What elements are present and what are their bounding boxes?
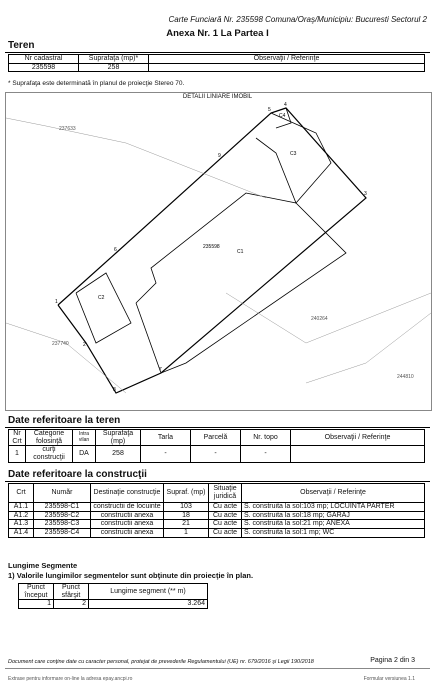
point-5: 5	[268, 107, 271, 113]
dc-numar: 235598-C3	[34, 520, 91, 529]
c3-outline	[256, 113, 331, 203]
plan-drawing	[6, 93, 431, 410]
dc-numar: 235598-C1	[34, 503, 91, 512]
dc-header-suprafata: Supraf. (mp)	[164, 484, 209, 503]
lg-inceput: 1	[19, 600, 54, 609]
footer-version: Formular versiunea 1.1	[363, 676, 415, 682]
dc-situatie: Cu acte	[209, 511, 242, 520]
footer-extras-link[interactable]: Extrase pentru informare on-line la adresa epay.ancpi.ro	[8, 676, 133, 682]
dt-header-tarla: Tarla	[141, 430, 191, 446]
dt-observatii	[291, 446, 425, 462]
dc-suprafata: 103	[164, 503, 209, 512]
dt-intravilan: DA	[73, 446, 96, 462]
c1-label: C1	[237, 249, 244, 255]
neighbor-label-1: 237633	[59, 126, 76, 132]
lg-header-lungime: Lungime segment (** m)	[89, 584, 208, 600]
c3-label: C3	[290, 151, 297, 157]
dc-suprafata: 18	[164, 511, 209, 520]
dt-header-nr: Nr Crt	[9, 430, 26, 446]
parcel-outline	[58, 108, 366, 393]
date-constructii-title: Date referitoare la construcţii	[8, 469, 147, 480]
dc-numar: 235598-C4	[34, 529, 91, 538]
date-teren-rule	[5, 427, 430, 428]
dc-suprafata: 21	[164, 520, 209, 529]
point-4: 4	[284, 102, 287, 108]
dt-header-observatii: Observaţii / Referinţe	[291, 430, 425, 446]
dc-observatii: S. construita la sol:103 mp; LOCUINTA PARTER	[242, 503, 425, 512]
point-2: 2	[83, 342, 86, 348]
table-row	[9, 503, 425, 512]
neighbor-label-4: 244810	[397, 374, 414, 380]
plan-title: DETALII LINIARE IMOBIL	[182, 94, 253, 100]
dt-categorie: curţi construcţii	[26, 446, 73, 462]
teren-rule	[5, 52, 430, 53]
carte-funciara-header: Carte Funciară Nr. 235598 Comuna/Oraş/Municipiu: Bucuresti Sectorul 2	[168, 15, 427, 24]
c2-outline	[76, 273, 131, 343]
lg-header-sfarsit: Punct sfârşit	[54, 584, 89, 600]
teren-cadastral: 235598	[9, 63, 79, 72]
teren-note: * Suprafaţa este determinată în planul de proiecţie Stereo 70.	[8, 80, 185, 87]
dt-header-suprafata: Suprafaţa (mp)	[96, 430, 141, 446]
teren-header-observatii: Observaţii / Referinţe	[149, 55, 425, 64]
point-3: 3	[364, 191, 367, 197]
dc-suprafata: 1	[164, 529, 209, 538]
dt-header-nrtopo: Nr. topo	[241, 430, 291, 446]
dc-header-situatie: Situaţie juridică	[209, 484, 242, 503]
dt-nrtopo: -	[241, 446, 291, 462]
dc-crt: A1.4	[9, 529, 34, 538]
table-row	[9, 520, 425, 529]
dc-observatii: S. construita la sol:18 mp; GARAJ	[242, 511, 425, 520]
dc-destinatie: constructii de locuinte	[91, 503, 164, 512]
lg-header-inceput: Punct început	[19, 584, 54, 600]
point-9: 9	[218, 153, 221, 159]
lg-lungime: 3.264	[89, 600, 208, 609]
point-1: 1	[55, 299, 58, 305]
dt-parcela: -	[191, 446, 241, 462]
point-8: 8	[113, 387, 116, 393]
date-teren-title: Date referitoare la teren	[8, 415, 121, 426]
dc-header-observatii: Observaţii / Referinţe	[242, 484, 425, 503]
teren-suprafata: 258	[79, 63, 149, 72]
dc-crt: A1.2	[9, 511, 34, 520]
parcel-label: 235598	[203, 244, 220, 250]
lungime-table	[18, 583, 208, 609]
point-7: 7	[159, 367, 162, 373]
dc-situatie: Cu acte	[209, 503, 242, 512]
c4-label: C4	[279, 113, 286, 119]
table-row	[9, 511, 425, 520]
dc-crt: A1.1	[9, 503, 34, 512]
date-constructii-rule	[5, 481, 430, 482]
c2-label: C2	[98, 295, 105, 301]
teren-title: Teren	[8, 40, 35, 51]
dt-header-categorie: Categorie folosinţă	[26, 430, 73, 446]
dc-situatie: Cu acte	[209, 529, 242, 538]
dc-situatie: Cu acte	[209, 520, 242, 529]
c1-outline	[136, 193, 346, 373]
dt-tarla: -	[141, 446, 191, 462]
dc-crt: A1.3	[9, 520, 34, 529]
lungime-subtitle: 1) Valorile lungimilor segmentelor sunt obţinute din proiecţie în plan.	[8, 571, 254, 580]
teren-observatii	[149, 63, 425, 72]
dc-header-crt: Crt	[9, 484, 34, 503]
date-constructii-table	[8, 483, 425, 538]
dt-header-parcela: Parcelă	[191, 430, 241, 446]
dt-suprafata: 258	[96, 446, 141, 462]
teren-table	[8, 54, 425, 72]
dc-destinatie: constructii anexa	[91, 511, 164, 520]
dc-numar: 235598-C2	[34, 511, 91, 520]
dt-nr: 1	[9, 446, 26, 462]
dc-destinatie: constructii anexa	[91, 520, 164, 529]
anexa-title: Anexa Nr. 1 La Partea I	[166, 28, 269, 39]
lungime-title: Lungime Segmente	[8, 561, 78, 570]
table-row	[9, 529, 425, 538]
lg-sfarsit: 2	[54, 600, 89, 609]
neighbor-label-3: 240264	[311, 316, 328, 322]
dc-observatii: S. construita la sol:1 mp; WC	[242, 529, 425, 538]
footer-rule	[5, 668, 430, 669]
dc-header-destinatie: Destinaţie construcţie	[91, 484, 164, 503]
dt-header-intravilan: Intra vilan	[73, 430, 96, 446]
teren-header-suprafata: Suprafaţa (mp)*	[79, 55, 149, 64]
neighbor-label-2: 237740	[52, 341, 69, 347]
dc-header-numar: Număr	[34, 484, 91, 503]
footer-disclaimer: Document care conţine date cu caracter personal, protejat de prevederile Regulamentului (UE) nr. 679/2016 şi Legii 190/2018	[8, 659, 314, 665]
point-6: 6	[114, 247, 117, 253]
teren-header-cadastral: Nr cadastral	[9, 55, 79, 64]
dc-observatii: S. construita la sol:21 mp; ANEXA	[242, 520, 425, 529]
cadastral-plan	[5, 92, 432, 411]
dc-destinatie: constructii anexa	[91, 529, 164, 538]
date-teren-table	[8, 429, 425, 463]
page-number: Pagina 2 din 3	[370, 657, 415, 664]
